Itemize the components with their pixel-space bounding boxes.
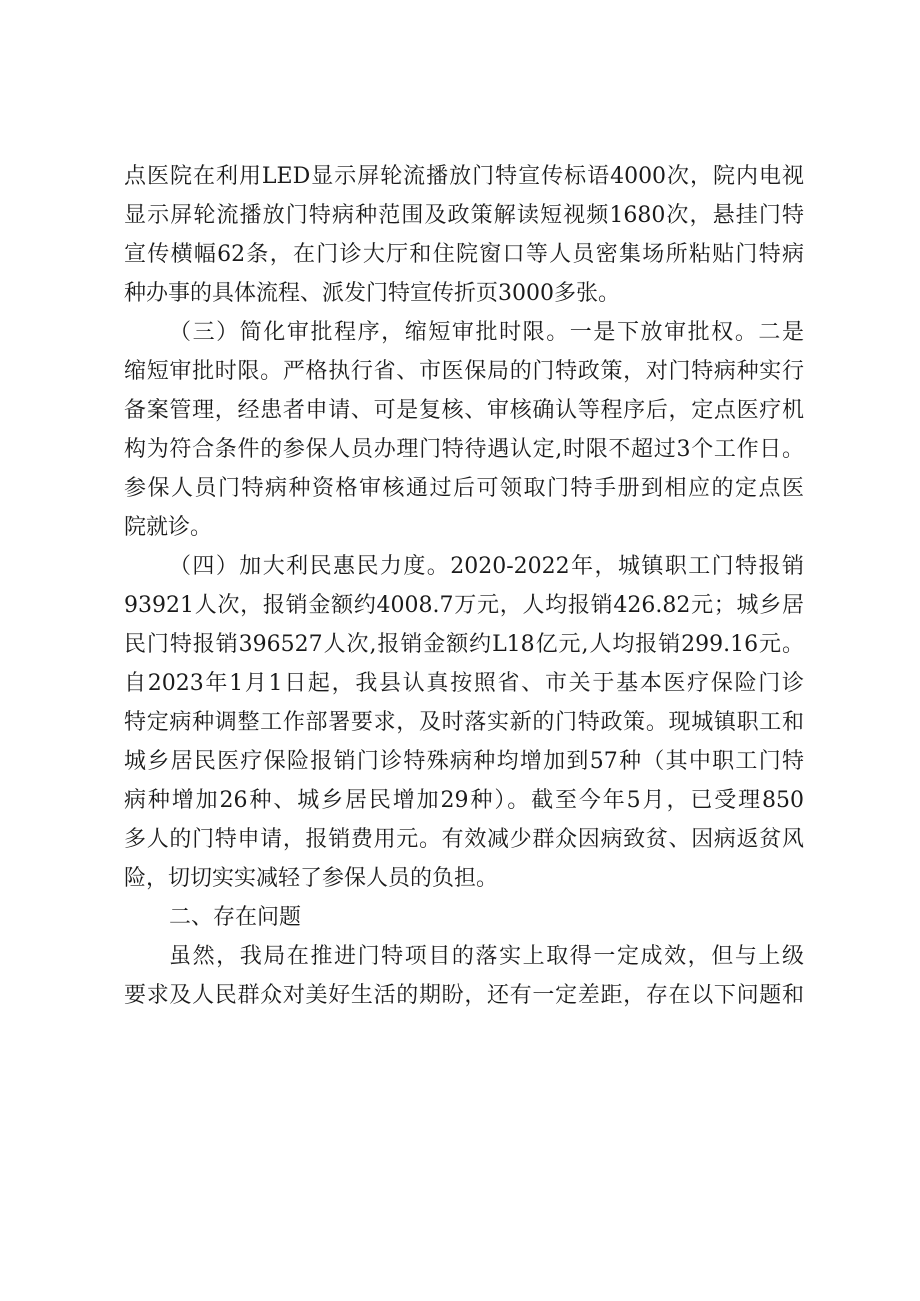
document-body [124, 157, 804, 1015]
section-heading-line: （四）加大利民惠民力度。2020-2022年，城镇职工门特报销 [169, 554, 804, 579]
text-line: 病种增加26种、城乡居民增加29种）。截至今年5月，已受理850 [124, 788, 804, 813]
text-line: 备案管理，经患者申请、可是复核、审核确认等程序后，定点医疗机 [124, 398, 804, 423]
text-line: 缩短审批时限。严格执行省、市医保局的门特政策，对门特病种实行 [124, 359, 804, 384]
text-line: 种办事的具体流程、派发门特宣传折页3000多张。 [124, 281, 620, 306]
text-line: 参保人员门特病种资格审核通过后可领取门特手册到相应的定点医 [124, 476, 804, 501]
text-line: 宣传横幅62条，在门诊大厅和住院窗口等人员密集场所粘贴门特病 [124, 242, 804, 267]
section-heading-line: （三）简化审批程序，缩短审批时限。一是下放审批权。二是 [169, 320, 804, 345]
text-line: 特定病种调整工作部署要求，及时落实新的门特政策。现城镇职工和 [124, 710, 804, 735]
text-line: 民门特报销396527人次,报销金额约L18亿元,人均报销299.16元。 [124, 632, 804, 657]
text-line: 院就诊。 [124, 515, 213, 540]
text-line: 点医院在利用LED显示屏轮流播放门特宣传标语4000次，院内电视 [124, 164, 804, 189]
section-heading: 二、存在问题 [169, 905, 302, 930]
text-line: 93921人次，报销金额约4008.7万元，人均报销426.82元；城乡居 [124, 593, 804, 618]
text-line: 显示屏轮流播放门特病种范围及政策解读短视频1680次，悬挂门特 [124, 203, 804, 228]
text-line: 要求及人民群众对美好生活的期盼，还有一定差距，存在以下问题和 [124, 983, 804, 1008]
text-line: 城乡居民医疗保险报销门诊特殊病种均增加到57种（其中职工门特 [124, 749, 804, 774]
text-line: 多人的门特申请，报销费用元。有效减少群众因病致贫、因病返贫风 [124, 827, 804, 852]
paragraph-start-line: 虽然，我局在推进门特项目的落实上取得一定成效，但与上级 [169, 944, 804, 969]
text-line: 自2023年1月1日起，我县认真按照省、市关于基本医疗保险门诊 [124, 671, 804, 696]
text-line: 险，切切实实减轻了参保人员的负担。 [124, 866, 499, 891]
text-line: 构为符合条件的参保人员办理门特待遇认定,时限不超过3个工作日。 [124, 437, 804, 462]
